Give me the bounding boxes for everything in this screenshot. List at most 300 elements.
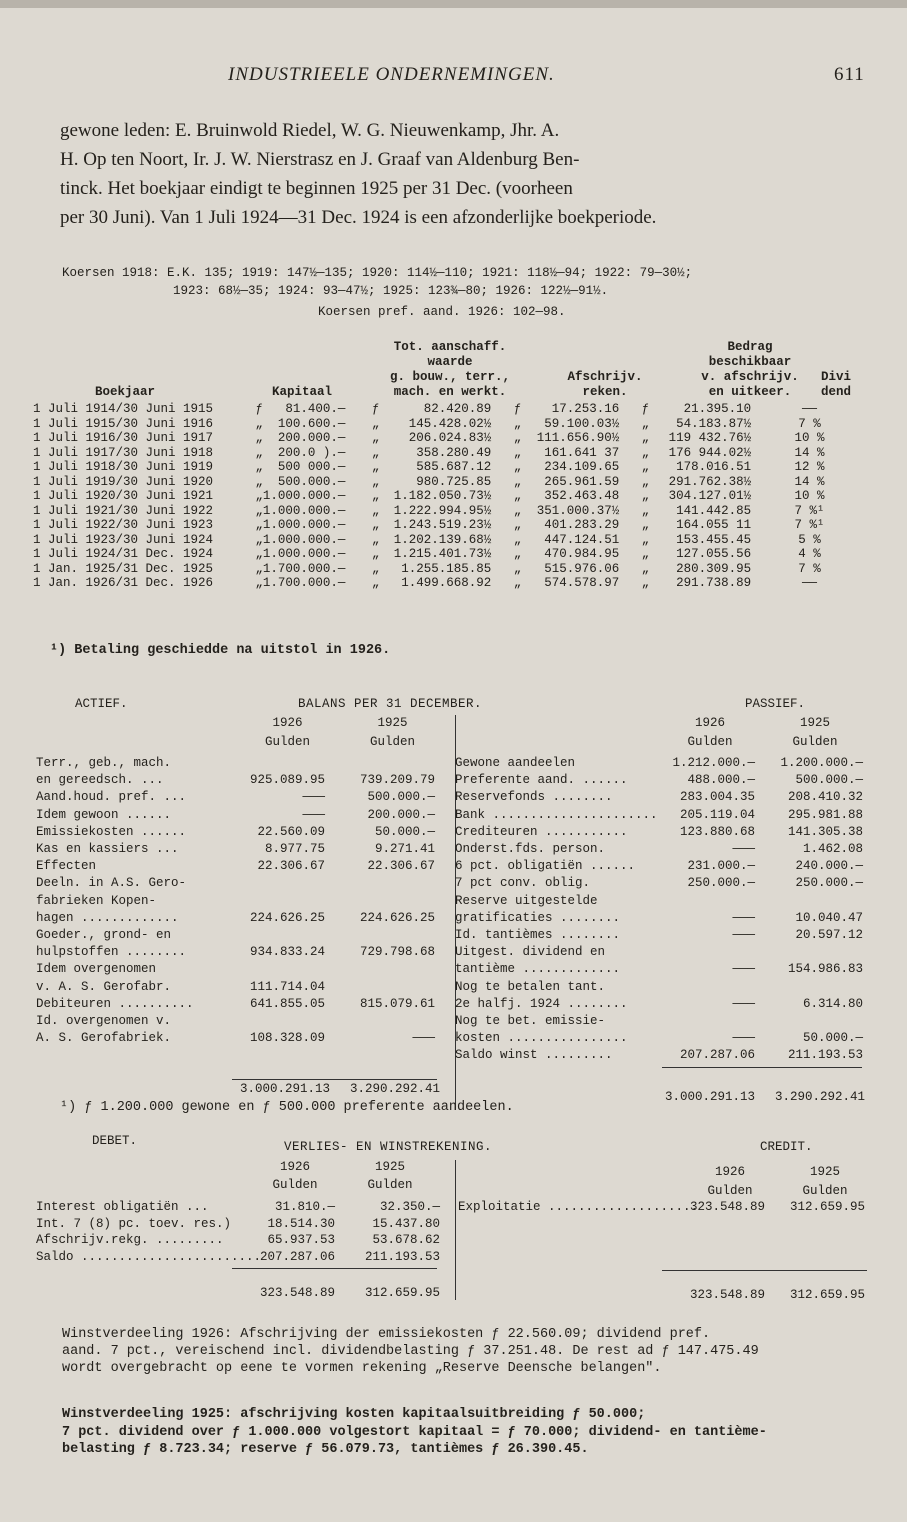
line-item-1926 [650, 945, 755, 959]
table-cell-tp: „ [371, 474, 380, 489]
table-cell-kp: „ [255, 518, 263, 533]
wv-title: VERLIES- EN WINSTREKENING. [284, 1140, 493, 1154]
line-item-1926: 207.287.06 [679, 1048, 755, 1063]
balans-year-1926: 1926 [694, 716, 725, 730]
line-item-1925: 250.000.— [795, 876, 863, 891]
line-item-1926: ——— [732, 996, 755, 1011]
wv-total-credit-1926: 323.548.89 [689, 1288, 765, 1302]
winstverdeeling-1926-line: Winstverdeeling 1926: Afschrijving der emissiekosten ƒ 22.560.09; dividend pref. [62, 1327, 711, 1342]
table-cell-bed: 291.762.38½ [668, 474, 752, 489]
line-item-1926: 283.004.35 [679, 790, 755, 805]
line-item-1925: 739.209.79 [359, 773, 435, 788]
table-cell-afs: 515.976.06 [544, 561, 620, 576]
table-cell-afs: 351.000.37½ [536, 503, 620, 518]
balans-currency: Gulden [264, 735, 310, 749]
table-cell-tp: „ [371, 561, 380, 576]
table-cell-afs: 59.100.03½ [544, 416, 620, 431]
wv-year-1926: 1926 [279, 1160, 310, 1174]
line-item-1926 [225, 894, 325, 908]
rule [662, 1067, 862, 1068]
table-cell-bp: „ [641, 532, 650, 547]
line-item-label: Nog te betalen tant. [455, 979, 606, 994]
table-cell-kp: „ [255, 416, 263, 431]
table-cell-jaar: 1 Juli 1918/30 Juni 1919 [33, 460, 214, 475]
table-cell-kap: 500 000.— [277, 460, 346, 475]
line-item-1925: 295.981.88 [787, 807, 863, 822]
koersen-line: 1923: 68½—35; 1924: 93—47½; 1925: 123¾—80; 1926: 122½—91½. [173, 284, 609, 298]
table-cell-tp: „ [371, 431, 380, 446]
table-cell-kp: „ [255, 431, 263, 446]
table-cell-bed: 291.738.89 [676, 576, 752, 591]
wv-year-1925: 1925 [809, 1165, 840, 1179]
line-item-1925: 20.597.12 [795, 928, 863, 942]
intro-line: per 30 Juni). Van 1 Juli 1924—31 Dec. 1924 is een afzonderlijke boekperiode. [60, 207, 657, 228]
table-cell-tot: 145.428.02½ [408, 416, 492, 431]
table-cell-bed: 178.016.51 [676, 460, 752, 475]
table-cell-ap: „ [513, 460, 522, 475]
table-cell-bed: 176 944.02½ [668, 445, 752, 460]
rule [232, 1079, 437, 1080]
table-cell-div: —— [802, 402, 818, 417]
table-cell-afs: 265.961.59 [544, 474, 620, 489]
table-cell-jaar: 1 Juli 1919/30 Juni 1920 [33, 474, 214, 489]
table-cell-bed: 280.309.95 [676, 561, 752, 576]
wv-credit-label: Exploitatie .................... [458, 1200, 699, 1214]
table-row [33, 489, 868, 504]
table-row [33, 518, 868, 533]
table-cell-tot: 358.280.49 [416, 445, 492, 460]
wv-year-1926: 1926 [714, 1165, 745, 1179]
line-item-1926: ——— [732, 842, 755, 856]
table-cell-kp: „ [255, 561, 263, 576]
balans-year-1926: 1926 [272, 716, 303, 730]
table-row [33, 431, 868, 446]
table-cell-jaar: 1 Juli 1923/30 Juni 1924 [33, 532, 214, 547]
table-row [33, 417, 868, 432]
wv-divider [455, 1160, 456, 1300]
line-item-1926: ——— [732, 1031, 755, 1046]
wv-currency: Gulden [802, 1184, 848, 1198]
balans-currency: Gulden [792, 735, 838, 749]
table-cell-kp: „ [255, 474, 263, 489]
table-cell-bed: 164.055 11 [676, 518, 752, 533]
table-cell-tot: 1.243.519.23½ [393, 518, 492, 533]
rule [662, 1270, 867, 1271]
table-cell-afs: 161.641 37 [544, 445, 620, 460]
line-item-label: Terr., geb., mach. [36, 756, 172, 770]
line-item-1926: 123.880.68 [679, 824, 755, 839]
line-item-1926: 31.810.— [274, 1200, 335, 1214]
table-cell-bed: 127.055.56 [676, 547, 752, 562]
table-cell-kap: 81.400.— [285, 402, 346, 417]
rule [232, 1268, 437, 1269]
balans-total-actief-1925: 3.290.292.41 [349, 1082, 440, 1096]
intro-line: H. Op ten Noort, Ir. J. W. Nierstrasz en J. Graaf van Aldenburg Ben- [60, 149, 580, 170]
line-item-1925: 815.079.61 [359, 996, 435, 1011]
col-header-tot: Tot. aanschaff. waarde g. bouw., terr., mach. en werkt. [389, 340, 511, 399]
line-item-1925: 211.193.53 [787, 1048, 863, 1063]
line-item-1926 [225, 962, 325, 976]
table-cell-bp: „ [641, 518, 650, 533]
line-item-1926 [650, 1014, 755, 1028]
table-cell-div: —— [802, 576, 818, 591]
table-cell-bp: „ [641, 503, 650, 518]
line-item-1926: 108.328.09 [249, 1031, 325, 1046]
table-cell-kap: 1.700.000.— [262, 576, 346, 591]
table-row [33, 576, 868, 591]
line-item-1926: 934.833.24 [249, 945, 325, 960]
line-item-1925: 15.437.80 [372, 1216, 440, 1231]
table-cell-div: 4 % [798, 547, 821, 562]
table-cell-ap: „ [513, 518, 522, 533]
table-cell-kp: ƒ [255, 402, 263, 417]
wv-year-1925: 1925 [374, 1160, 405, 1174]
table-cell-bp: „ [641, 576, 650, 591]
table-cell-bp: „ [641, 489, 650, 504]
line-item-1925: 50.000.— [802, 1031, 863, 1046]
line-item-1925: 240.000.— [795, 859, 863, 874]
table-cell-jaar: 1 Juli 1921/30 Juni 1922 [33, 503, 214, 518]
line-item-1925: 32.350.— [379, 1200, 440, 1214]
running-header: INDUSTRIEELE ONDERNEMINGEN. [228, 64, 555, 85]
line-item-label: Interest obligatiën ... [36, 1200, 209, 1214]
line-item-1925: 22.306.67 [367, 859, 435, 874]
line-item-label: hagen ............. [36, 910, 179, 925]
line-item-1925: 224.626.25 [359, 910, 435, 925]
line-item-1926: ——— [732, 928, 755, 942]
table-cell-ap: „ [513, 532, 522, 547]
winstverdeeling-1925-line: 7 pct. dividend over ƒ 1.000.000 volgestort kapitaal = ƒ 70.000; dividend- en tantième- [62, 1425, 767, 1440]
col-header-afschrijv: Afschrijv. reken. [567, 370, 643, 399]
table-cell-kap: 1.000.000.— [262, 503, 346, 518]
table-cell-bed: 119 432.76½ [668, 431, 752, 446]
table-cell-bp: „ [641, 431, 650, 446]
koersen-line: Koersen 1918: E.K. 135; 1919: 147½—135; 1920: 114½—110; 1921: 118½—94; 1922: 79—30½; [62, 266, 693, 280]
line-item-1926 [225, 876, 325, 890]
table-cell-div: 7 %¹ [794, 503, 825, 518]
table-cell-ap: „ [513, 576, 522, 591]
table-cell-tp: ƒ [371, 402, 380, 417]
line-item-label: Uitgest. dividend en [455, 945, 606, 960]
line-item-1925: ——— [412, 1031, 435, 1046]
table-cell-bed: 153.455.45 [676, 532, 752, 547]
line-item-1926: 1.212.000.— [672, 756, 755, 770]
line-item-1925: 9.271.41 [374, 842, 435, 856]
table-cell-ap: „ [513, 474, 522, 489]
table-cell-bp: „ [641, 561, 650, 576]
line-item-1926: 231.000.— [687, 859, 755, 874]
table-cell-kp: „ [255, 547, 263, 562]
line-item-1926 [650, 980, 755, 994]
table-cell-jaar: 1 Juli 1916/30 Juni 1917 [33, 431, 214, 446]
line-item-label: Effecten [36, 859, 97, 874]
line-item-label: 7 pct conv. oblig. [455, 876, 591, 891]
table-cell-jaar: 1 Jan. 1926/31 Dec. 1926 [33, 576, 214, 591]
line-item-1925: 1.200.000.— [780, 756, 863, 770]
table-cell-div: 7 % [798, 561, 821, 576]
winstverdeeling-1925-line: belasting ƒ 8.723.34; reserve ƒ 56.079.73, tantièmes ƒ 26.390.45. [62, 1442, 589, 1457]
table-cell-tp: „ [371, 416, 380, 431]
line-item-1926: 641.855.05 [249, 996, 325, 1011]
table-cell-bp: „ [641, 445, 650, 460]
line-item-label: v. A. S. Gerofabr. [36, 979, 172, 994]
line-item-1926: 205.119.04 [679, 807, 755, 822]
table-cell-kap: 1.000.000.— [262, 518, 346, 533]
table-cell-kp: „ [255, 489, 263, 504]
table-cell-afs: 111.656.90½ [536, 431, 620, 446]
table-row [33, 446, 868, 461]
table-cell-jaar: 1 Juli 1917/30 Juni 1918 [33, 445, 214, 460]
table-cell-kp: „ [255, 460, 263, 475]
table-cell-ap: „ [513, 431, 522, 446]
line-item-1925 [755, 945, 863, 959]
line-item-1925: 500.000.— [367, 790, 435, 805]
table-cell-jaar: 1 Juli 1922/30 Juni 1923 [33, 518, 214, 533]
line-item-1926 [650, 894, 755, 908]
col-header-bedrag: Bedrag beschikbaar v. afschrijv. en uitkeer. [701, 340, 799, 399]
table-cell-tot: 1.499.668.92 [401, 576, 492, 591]
line-item-label: Idem overgenomen [36, 962, 157, 977]
table-cell-afs: 470.984.95 [544, 547, 620, 562]
line-item-1926: ——— [732, 910, 755, 925]
table-cell-kap: 1.000.000.— [262, 489, 346, 504]
line-item-label: Bank ...................... [455, 807, 658, 822]
table-cell-ap: „ [513, 445, 522, 460]
line-item-label: Saldo ........................ [36, 1249, 262, 1264]
table-cell-div: 7 % [798, 416, 821, 431]
line-item-label: tantième ............. [455, 962, 621, 977]
table-row [33, 533, 868, 548]
line-item-1926: 65.937.53 [267, 1233, 335, 1247]
table-cell-tot: 1.215.401.73½ [393, 547, 492, 562]
line-item-1925: 1.462.08 [802, 842, 863, 856]
table-cell-tp: „ [371, 445, 380, 460]
line-item-label: Gewone aandeelen [455, 756, 576, 770]
wv-currency: Gulden [367, 1178, 413, 1192]
table-cell-bp: „ [641, 460, 650, 475]
line-item-label: hulpstoffen ........ [36, 945, 187, 960]
line-item-1925: 10.040.47 [795, 910, 863, 925]
line-item-1926: 207.287.06 [259, 1249, 335, 1264]
wv-total-debet-1926: 323.548.89 [259, 1286, 335, 1300]
line-item-1925 [330, 928, 435, 942]
table-cell-kap: 200.0 ).— [277, 445, 346, 460]
table-cell-tot: 82.420.89 [423, 402, 492, 417]
balans-title: BALANS PER 31 DECEMBER. [298, 697, 483, 711]
table-cell-tot: 1.222.994.95½ [393, 503, 492, 518]
line-item-1925 [330, 1014, 435, 1028]
line-item-label: Id. tantièmes ........ [455, 928, 621, 942]
table-row [33, 475, 868, 490]
table-cell-afs: 447.124.51 [544, 532, 620, 547]
table-cell-afs: 401.283.29 [544, 518, 620, 533]
line-item-1925: 500.000.— [795, 773, 863, 788]
table-cell-tot: 585.687.12 [416, 460, 492, 475]
balans-total-passief-1926: 3.000.291.13 [664, 1090, 755, 1104]
wv-currency: Gulden [272, 1178, 318, 1192]
line-item-1925 [755, 980, 863, 994]
table-cell-tot: 980.725.85 [416, 474, 492, 489]
table-cell-tp: „ [371, 460, 380, 475]
line-item-1926: 488.000.— [687, 773, 755, 788]
table-cell-div: 7 %¹ [794, 518, 825, 533]
line-item-1926: 224.626.25 [249, 910, 325, 925]
line-item-label: Kas en kassiers ... [36, 842, 179, 856]
table-cell-bed: 304.127.01½ [668, 489, 752, 504]
table-cell-div: 14 % [794, 474, 825, 489]
line-item-1926: ——— [302, 807, 325, 822]
line-item-label: gratificaties ........ [455, 910, 621, 925]
balans-year-1925: 1925 [799, 716, 830, 730]
table-cell-tot: 1.255.185.85 [401, 561, 492, 576]
wv-credit-1925: 312.659.95 [789, 1200, 865, 1214]
wv-credit-1926: 323.548.89 [689, 1200, 765, 1214]
table-cell-bp: „ [641, 547, 650, 562]
table-row [33, 460, 868, 475]
balans-passief-title: PASSIEF. [745, 697, 806, 711]
line-item-1925 [330, 756, 435, 770]
table-cell-tp: „ [371, 503, 380, 518]
line-item-1926: 22.560.09 [257, 824, 325, 839]
table-cell-kap: 1.000.000.— [262, 532, 346, 547]
balans-total-passief-1925: 3.290.292.41 [774, 1090, 865, 1104]
table-row [33, 562, 868, 577]
wv-debet-title: DEBET. [92, 1134, 138, 1148]
line-item-1926: ——— [732, 962, 755, 977]
table-cell-afs: 574.578.97 [544, 576, 620, 591]
balans-footnote: ¹) ƒ 1.200.000 gewone en ƒ 500.000 preferente aandeelen. [60, 1100, 514, 1115]
line-item-1926 [225, 928, 325, 942]
table-cell-kp: „ [255, 576, 263, 591]
table-cell-bp: ƒ [641, 402, 650, 417]
line-item-label: Saldo winst ......... [455, 1048, 613, 1063]
line-item-1926: 18.514.30 [267, 1216, 335, 1231]
table-cell-kap: 500.000.— [277, 474, 346, 489]
table-cell-bp: „ [641, 474, 650, 489]
table-cell-afs: 234.109.65 [544, 460, 620, 475]
table-cell-ap: „ [513, 561, 522, 576]
table-cell-div: 12 % [794, 460, 825, 475]
line-item-label: fabrieken Kopen- [36, 893, 157, 908]
winstverdeeling-1925-line: Winstverdeeling 1925: afschrijving kosten kapitaalsuitbreiding ƒ 50.000; [62, 1407, 646, 1422]
col-header-kapitaal: Kapitaal [272, 385, 333, 399]
winstverdeeling-1926-line: wordt overgebracht op eene te vormen rekening „Reserve Deensche belangen". [62, 1361, 662, 1376]
table-cell-tp: „ [371, 532, 380, 547]
line-item-label: Preferente aand. ...... [455, 773, 628, 788]
table-cell-jaar: 1 Juli 1924/31 Dec. 1924 [33, 547, 214, 562]
table-cell-kap: 1.700.000.— [262, 561, 346, 576]
table-cell-ap: ƒ [513, 402, 522, 417]
table-cell-div: 10 % [794, 431, 825, 446]
line-item-label: kosten ................ [455, 1031, 628, 1046]
table-cell-jaar: 1 Juli 1915/30 Juni 1916 [33, 416, 214, 431]
page-number: 611 [834, 64, 865, 85]
line-item-1926: 22.306.67 [257, 859, 325, 874]
wv-credit-title: CREDIT. [760, 1140, 813, 1154]
balans-currency: Gulden [369, 735, 415, 749]
line-item-1925: 200.000.— [367, 807, 435, 822]
table-cell-jaar: 1 Juli 1920/30 Juni 1921 [33, 489, 214, 504]
balans-actief-title: ACTIEF. [75, 697, 128, 711]
table-cell-ap: „ [513, 547, 522, 562]
balans-total-actief-1926: 3.000.291.13 [239, 1082, 330, 1096]
table-cell-tot: 1.182.050.73½ [393, 489, 492, 504]
table-cell-tp: „ [371, 576, 380, 591]
line-item-1926 [225, 756, 325, 770]
table-footnote: ¹) Betaling geschiedde na uitstol in 1926. [50, 643, 391, 658]
line-item-1925 [330, 980, 435, 994]
wv-currency: Gulden [707, 1184, 753, 1198]
table-cell-tp: „ [371, 489, 380, 504]
col-header-dividend: Divi dend [820, 370, 851, 399]
table-cell-div: 10 % [794, 489, 825, 504]
line-item-1925: 208.410.32 [787, 790, 863, 805]
table-cell-ap: „ [513, 503, 522, 518]
line-item-1925: 211.193.53 [364, 1249, 440, 1264]
line-item-1925 [330, 894, 435, 908]
line-item-label: Idem gewoon ...... [36, 807, 172, 822]
line-item-label: Crediteuren ........... [455, 824, 628, 839]
line-item-1926: 111.714.04 [249, 979, 325, 994]
line-item-1925: 729.798.68 [359, 945, 435, 960]
table-cell-kp: „ [255, 445, 263, 460]
line-item-1926: 250.000.— [687, 876, 755, 891]
koersen-table [33, 402, 868, 591]
table-cell-tp: „ [371, 547, 380, 562]
line-item-label: Afschrijv.rekg. ......... [36, 1233, 224, 1247]
line-item-label: Emissiekosten ...... [36, 824, 187, 839]
table-cell-kap: 1.000.000.— [262, 547, 346, 562]
line-item-label: 2e halfj. 1924 ........ [455, 996, 628, 1011]
line-item-1925: 154.986.83 [787, 962, 863, 977]
table-row [33, 402, 868, 417]
wv-total-debet-1925: 312.659.95 [364, 1286, 440, 1300]
col-header-boekjaar: Boekjaar [95, 385, 156, 399]
line-item-1925: 53.678.62 [372, 1233, 440, 1247]
intro-line: gewone leden: E. Bruinwold Riedel, W. G. Nieuwenkamp, Jhr. A. [60, 120, 560, 141]
table-cell-tot: 206.024.83½ [408, 431, 492, 446]
line-item-label: 6 pct. obligatiën ...... [455, 859, 636, 874]
scan-edge [0, 0, 907, 8]
line-item-label: Deeln. in A.S. Gero- [36, 876, 187, 891]
line-item-1926 [225, 1014, 325, 1028]
line-item-label: Aand.houd. pref. ... [36, 790, 187, 805]
table-cell-tp: „ [371, 518, 380, 533]
table-cell-div: 14 % [794, 445, 825, 460]
table-cell-afs: 352.463.48 [544, 489, 620, 504]
line-item-1925 [755, 894, 863, 908]
intro-line: tinck. Het boekjaar eindigt te beginnen 1925 per 31 Dec. (voorheen [60, 178, 573, 199]
winstverdeeling-1926-line: aand. 7 pct., vereischend incl. dividendbelasting ƒ 37.251.48. De rest ad ƒ 147.475.49 [62, 1344, 759, 1359]
line-item-1925: 141.305.38 [787, 824, 863, 839]
table-cell-tot: 1.202.139.68½ [393, 532, 492, 547]
line-item-1925 [330, 876, 435, 890]
table-cell-jaar: 1 Jan. 1925/31 Dec. 1925 [33, 561, 214, 576]
table-cell-jaar: 1 Juli 1914/30 Juni 1915 [33, 402, 214, 417]
table-cell-kap: 200.000.— [277, 431, 346, 446]
line-item-1925: 50.000.— [374, 824, 435, 839]
line-item-1925 [755, 1014, 863, 1028]
line-item-label: Nog te bet. emissie- [455, 1014, 606, 1028]
table-cell-bp: „ [641, 416, 650, 431]
balans-year-1925: 1925 [377, 716, 408, 730]
line-item-label: Id. overgenomen v. [36, 1014, 172, 1028]
line-item-label: Reserve uitgestelde [455, 893, 598, 908]
table-cell-ap: „ [513, 489, 522, 504]
table-cell-bed: 54.183.87½ [676, 416, 752, 431]
line-item-1926: 925.089.95 [249, 773, 325, 788]
table-cell-bed: 21.395.10 [683, 402, 752, 417]
